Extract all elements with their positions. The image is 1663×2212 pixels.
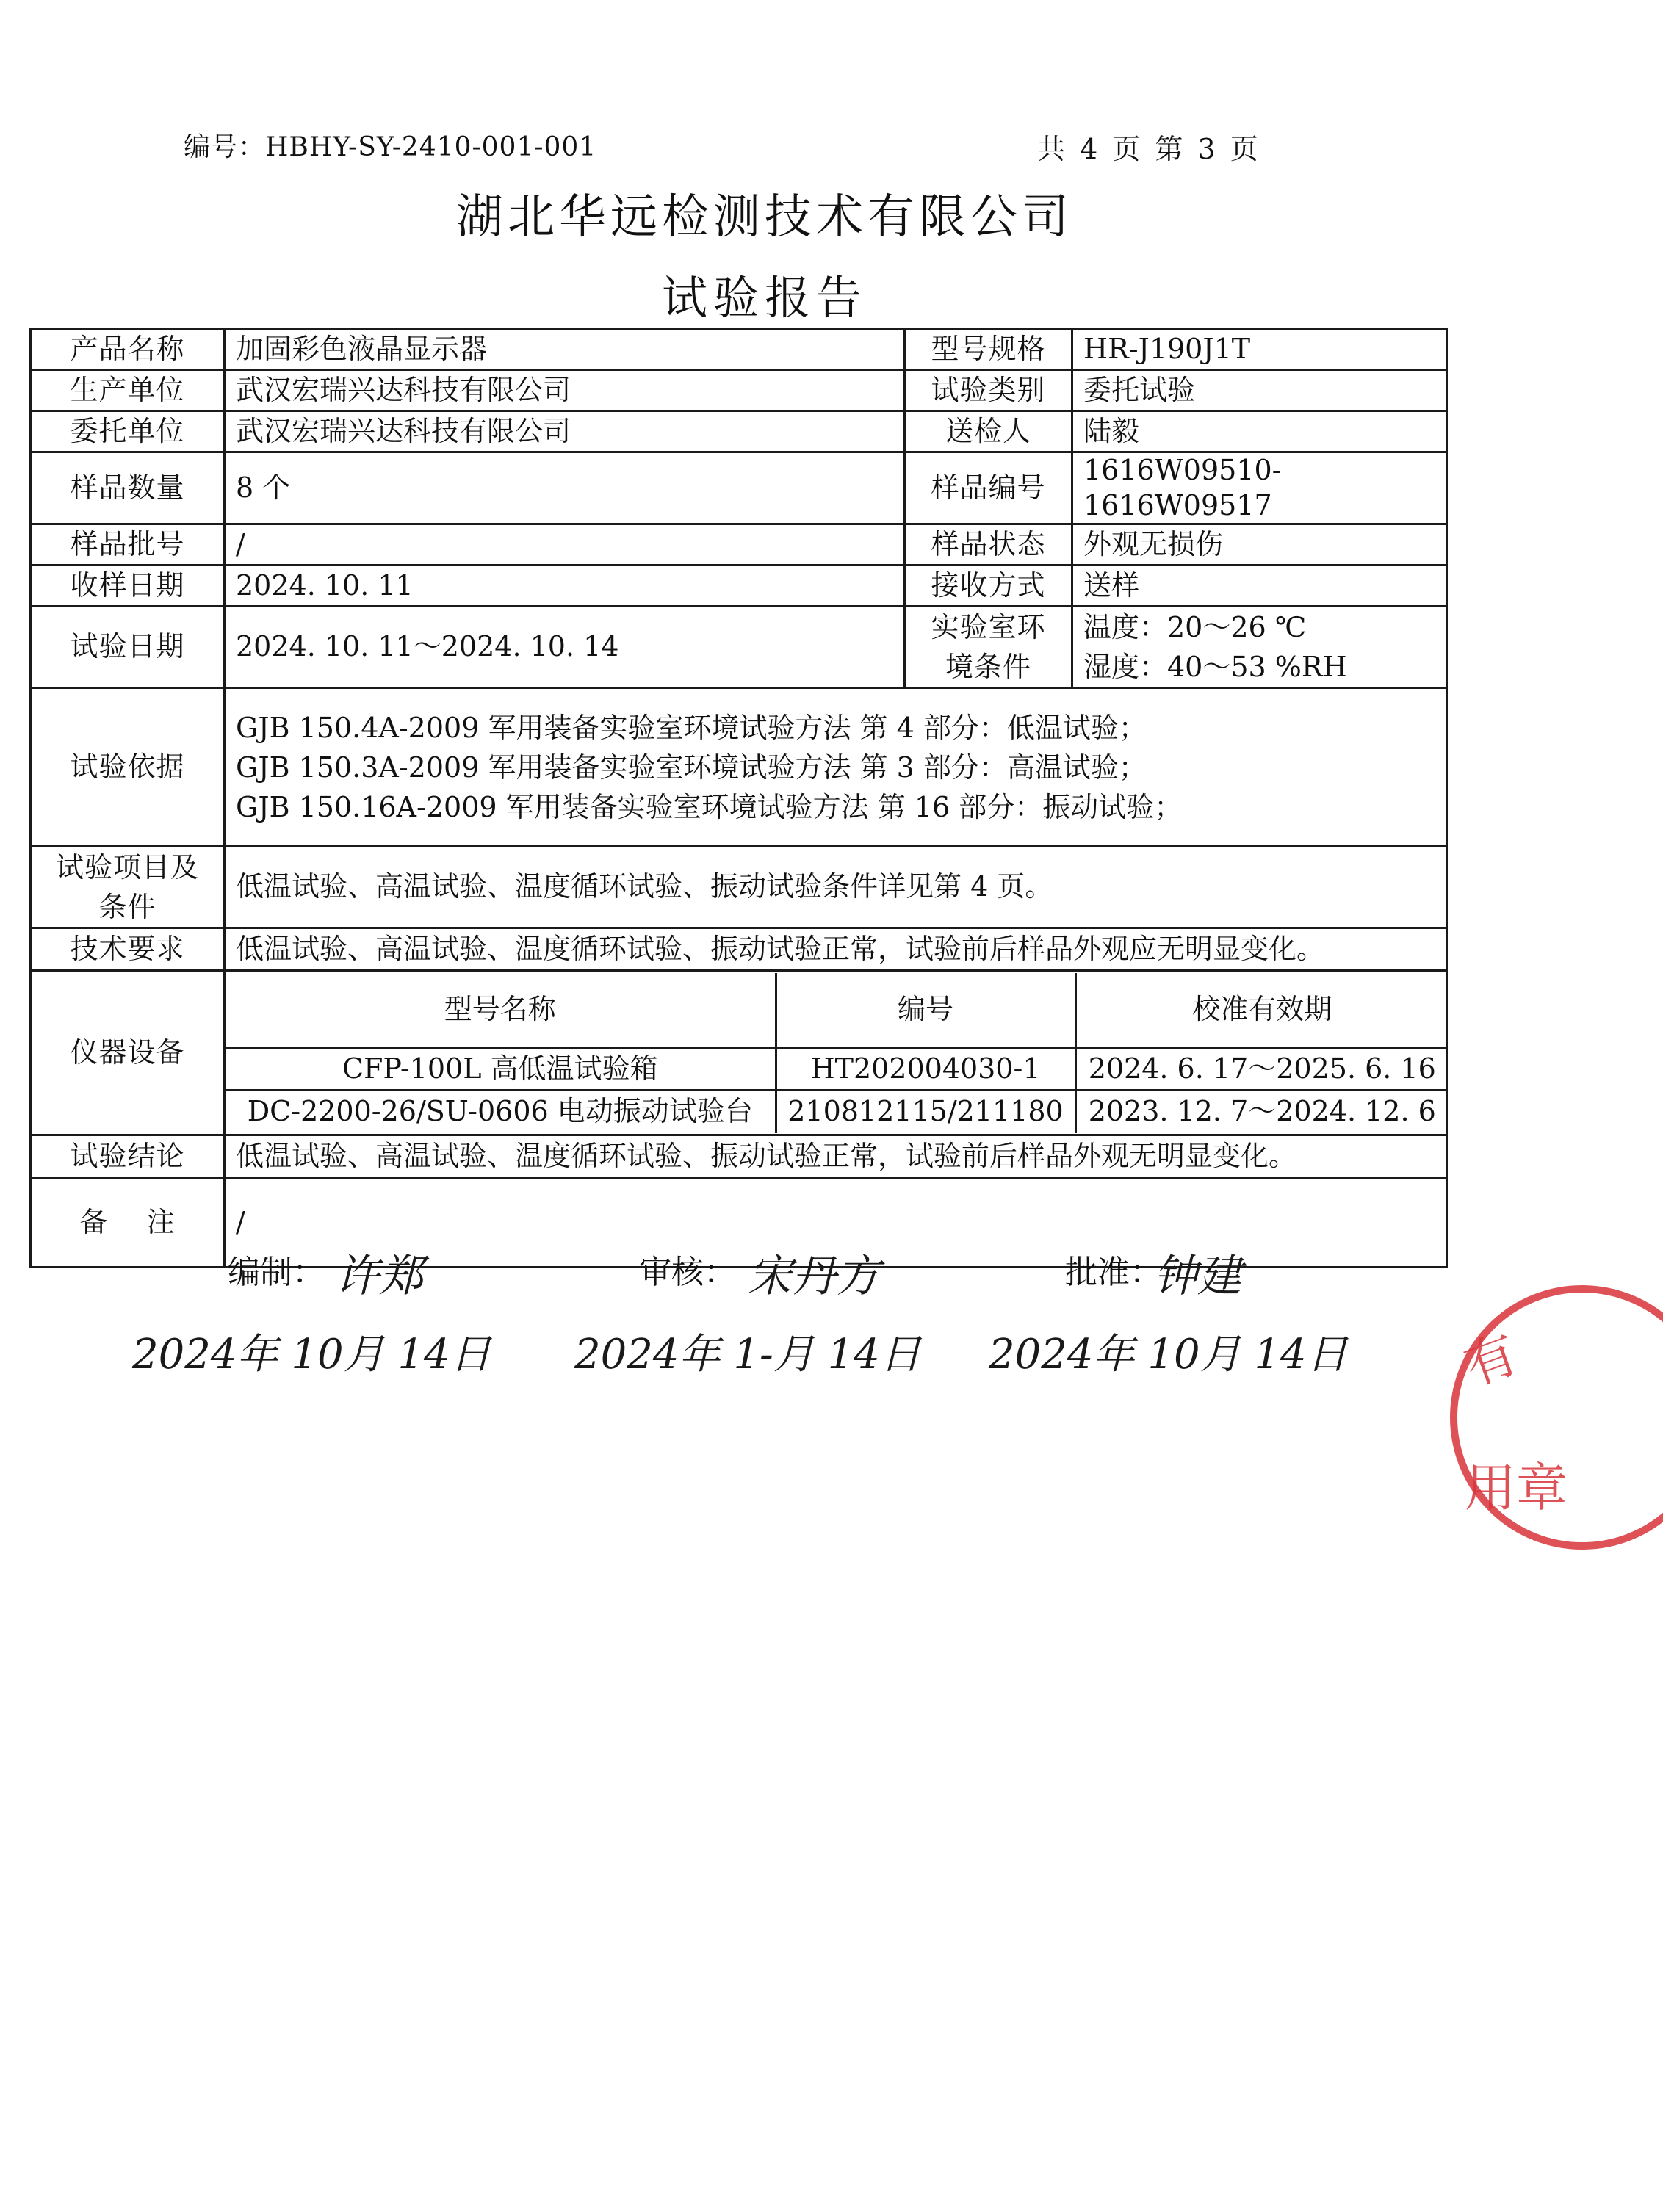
reviewed-date: 2024年 1-月 14日 <box>574 1331 921 1378</box>
requirements-label: 技术要求 <box>31 928 225 971</box>
company-name: 湖北华远检测技术有限公司 <box>456 190 1073 245</box>
batch-value: / <box>225 524 905 565</box>
client-label: 委托单位 <box>31 411 225 452</box>
approved-date: 2024年 10月 14日 <box>989 1331 1348 1378</box>
sample-no-label: 样品编号 <box>905 452 1072 524</box>
submitter-value: 陆毅 <box>1072 411 1447 452</box>
prepared-date: 2024年 10月 14日 <box>132 1331 491 1378</box>
environment-label-line: 境条件 <box>945 651 1031 683</box>
page-indicator: 共 4 页 第 3 页 <box>1037 133 1261 165</box>
basis-line: GJB 150.4A-2009 军用装备实验室环境试验方法 第 4 部分：低温试验； <box>236 711 1147 744</box>
test-date-label: 试验日期 <box>31 607 225 688</box>
remarks-value: / <box>225 1178 1447 1268</box>
equipment-table <box>226 973 1448 1133</box>
items-label-line: 条件 <box>98 891 156 923</box>
table-row <box>31 370 1447 411</box>
table-row <box>31 524 1447 565</box>
quantity-value: 8 个 <box>225 452 905 524</box>
equipment-cell <box>225 971 1447 1135</box>
items-label <box>31 847 225 928</box>
table-row <box>31 847 1447 928</box>
equipment-valid: 2023. 12. 7～2024. 12. 6 <box>1075 1091 1448 1133</box>
basis-label: 试验依据 <box>31 688 225 847</box>
basis-line: GJB 150.3A-2009 军用装备实验室环境试验方法 第 3 部分：高温试验； <box>236 751 1147 784</box>
model-value: HR-J190J1T <box>1072 329 1447 370</box>
sample-state-label: 样品状态 <box>905 524 1072 565</box>
table-row <box>31 329 1447 370</box>
manufacturer-value: 武汉宏瑞兴达科技有限公司 <box>225 370 905 411</box>
receive-method-label: 接收方式 <box>905 565 1072 607</box>
table-row <box>31 928 1447 971</box>
batch-label: 样品批号 <box>31 524 225 565</box>
report-number: 编号：HBHY-SY-2410-001-001 <box>184 132 597 162</box>
reviewed-signature: 宋丹方 <box>748 1251 880 1302</box>
table-row <box>31 688 1447 847</box>
report-table <box>29 328 1448 1268</box>
environment-label-line: 实验室环 <box>931 611 1046 643</box>
client-value: 武汉宏瑞兴达科技有限公司 <box>225 411 905 452</box>
table-row <box>31 971 1447 1135</box>
receive-date-label: 收样日期 <box>31 565 225 607</box>
equipment-name: CFP-100L 高低温试验箱 <box>226 1048 776 1091</box>
table-row <box>31 565 1447 607</box>
receive-method-value: 送样 <box>1072 565 1447 607</box>
quantity-label: 样品数量 <box>31 452 225 524</box>
equipment-label: 仪器设备 <box>31 971 225 1135</box>
temperature-value: 温度：20～26 ℃ <box>1083 611 1307 643</box>
basis-value <box>225 688 1447 847</box>
remarks-label: 备 注 <box>31 1178 225 1268</box>
submitter-label: 送检人 <box>905 411 1072 452</box>
equipment-no: HT202004030-1 <box>776 1048 1075 1091</box>
svg-text:用章: 用章 <box>1465 1458 1568 1518</box>
prepared-signature: 许郑 <box>335 1251 423 1302</box>
conclusion-value: 低温试验、高温试验、温度循环试验、振动试验正常，试验前后样品外观无明显变化。 <box>225 1135 1447 1178</box>
equipment-row <box>226 1048 1448 1091</box>
environment-value <box>1072 607 1447 688</box>
humidity-value: 湿度：40～53 %RH <box>1083 651 1347 683</box>
approved-signature: 钟建 <box>1153 1251 1241 1302</box>
manufacturer-label: 生产单位 <box>31 370 225 411</box>
equipment-header-row <box>226 973 1448 1048</box>
reviewed-label: 审核： <box>639 1254 736 1291</box>
approved-label: 批准： <box>1065 1254 1162 1291</box>
table-row <box>31 607 1447 688</box>
table-row <box>31 1135 1447 1178</box>
product-name-label: 产品名称 <box>31 329 225 370</box>
equipment-row <box>226 1091 1448 1133</box>
prepared-label: 编制： <box>228 1254 325 1291</box>
equipment-header: 型号名称 <box>226 973 776 1048</box>
sample-state-value: 外观无损伤 <box>1072 524 1447 565</box>
sample-no-value: 1616W09510-1616W09517 <box>1072 452 1447 524</box>
equipment-no: 210812115/211180 <box>776 1091 1075 1133</box>
table-row <box>31 452 1447 524</box>
equipment-header: 校准有效期 <box>1075 973 1448 1048</box>
equipment-valid: 2024. 6. 17～2025. 6. 16 <box>1075 1048 1448 1091</box>
requirements-value: 低温试验、高温试验、温度循环试验、振动试验正常，试验前后样品外观应无明显变化。 <box>225 928 1447 971</box>
equipment-name: DC-2200-26/SU-0606 电动振动试验台 <box>226 1091 776 1133</box>
model-label: 型号规格 <box>905 329 1072 370</box>
official-seal-icon <box>1443 1278 1663 1557</box>
conclusion-label: 试验结论 <box>31 1135 225 1178</box>
equipment-header: 编号 <box>776 973 1075 1048</box>
product-name-value: 加固彩色液晶显示器 <box>225 329 905 370</box>
test-type-value: 委托试验 <box>1072 370 1447 411</box>
test-type-label: 试验类别 <box>905 370 1072 411</box>
receive-date-value: 2024. 10. 11 <box>225 565 905 607</box>
basis-line: GJB 150.16A-2009 军用装备实验室环境试验方法 第 16 部分：振动试验； <box>236 790 1183 823</box>
environment-label <box>905 607 1072 688</box>
report-title: 试验报告 <box>661 271 867 325</box>
test-date-value: 2024. 10. 11～2024. 10. 14 <box>225 607 905 688</box>
svg-text:有: 有 <box>1456 1323 1526 1398</box>
table-row <box>31 411 1447 452</box>
items-value: 低温试验、高温试验、温度循环试验、振动试验条件详见第 4 页。 <box>225 847 1447 928</box>
items-label-line: 试验项目及 <box>55 851 199 883</box>
